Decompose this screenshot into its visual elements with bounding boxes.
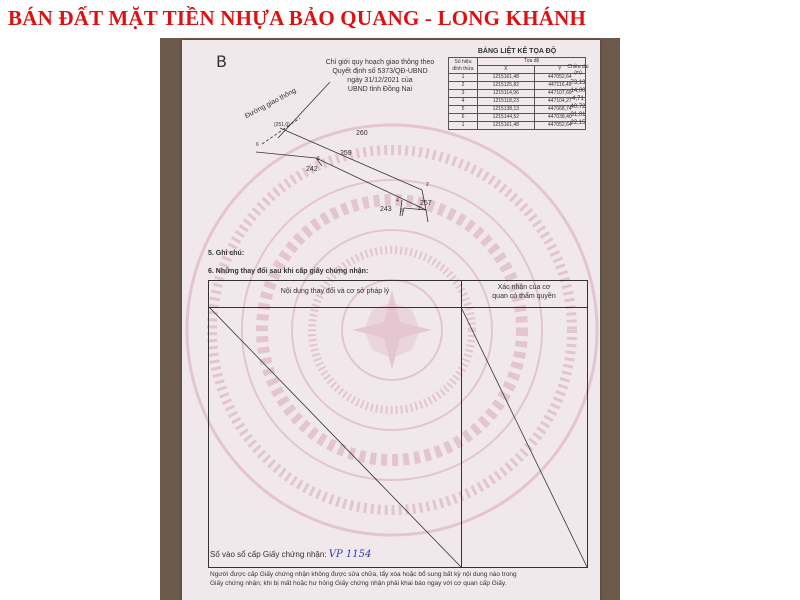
distance-value: 22,15 xyxy=(570,120,586,126)
y-cell: 447107,66 xyxy=(534,90,585,98)
point-cell: 6 xyxy=(449,114,478,122)
point-cell: 5 xyxy=(449,106,478,114)
parcel-label: 259 xyxy=(340,150,352,157)
y-cell: 447038,40 xyxy=(534,114,585,122)
changes-table xyxy=(208,280,588,568)
y-cell: 447068,74 xyxy=(534,106,585,114)
y-cell: 447116,49 xyxy=(534,82,585,90)
table-row xyxy=(449,106,586,114)
coord-header-coord: Tọa độ xyxy=(478,58,586,66)
distance-value: 14,00 xyxy=(570,88,586,94)
cross-out-lines xyxy=(209,307,587,567)
changes-col-confirm-line: Xác nhận của cơ xyxy=(497,284,551,291)
x-cell: 1215138,13 xyxy=(478,106,535,114)
plan-note-line: ngày 31/12/2021 của xyxy=(347,77,413,84)
certificate-page xyxy=(182,40,600,600)
point-cell: 4 xyxy=(449,98,478,106)
parcel-edge xyxy=(426,210,428,222)
x-cell: 1215114,96 xyxy=(478,90,535,98)
parcel-label: 242 xyxy=(306,166,318,173)
x-cell: 1215125,82 xyxy=(478,82,535,90)
table-row xyxy=(449,122,586,130)
y-cell: 447052,64 xyxy=(534,74,585,82)
road-label: Đường giao thông xyxy=(244,87,298,121)
vertex-label: 4 xyxy=(396,198,399,204)
distance-value: 73,13 xyxy=(570,80,586,86)
registry-label: Số vào sổ cấp Giấy chứng nhận: xyxy=(210,550,327,559)
parcel-edge xyxy=(280,128,422,190)
x-cell: 1215161,48 xyxy=(478,122,535,130)
parcel-label: 243 xyxy=(380,206,392,213)
registry-value: VP 1154 xyxy=(328,549,372,560)
banner xyxy=(0,0,800,40)
coord-header-y: Y xyxy=(534,66,585,74)
coord-table-title: BẢNG LIỆT KÊ TỌA ĐỘ xyxy=(477,48,557,55)
y-cell: 447052,64 xyxy=(534,122,585,130)
changes-heading: 6. Những thay đổi sau khi cấp giấy chứng nhận: xyxy=(208,268,369,275)
x-cell: 1215144,52 xyxy=(478,114,535,122)
footnote xyxy=(210,570,590,588)
y-cell: 447104,27 xyxy=(534,98,585,106)
registry-line xyxy=(210,549,371,560)
plan-note-line: UBND tỉnh Đồng Nai xyxy=(347,86,413,93)
vertex-label: 6 xyxy=(256,142,259,148)
distance-value: 4,71 xyxy=(572,96,584,102)
road-code: (251,0) xyxy=(274,122,290,128)
table-row xyxy=(449,90,586,98)
distance-value: 40,72 xyxy=(570,104,586,110)
parcel-label: 257 xyxy=(420,200,432,207)
vertex-label: 3 xyxy=(400,208,403,214)
plan-note-line: Quyết định số 5373/QĐ-UBND xyxy=(332,68,428,75)
notes-heading: 5. Ghi chú: xyxy=(208,250,245,257)
point-cell: 2 xyxy=(449,82,478,90)
x-cell: 1215118,23 xyxy=(478,98,535,106)
changes-col-confirm-line: quan có thẩm quyền xyxy=(492,293,556,300)
parcel-edge xyxy=(316,158,426,210)
table-row xyxy=(449,114,586,122)
vertex-label: 5 xyxy=(317,156,320,162)
x-cell: 1215161,48 xyxy=(478,74,535,82)
footnote-line: Người được cấp Giấy chứng nhận không được sửa chữa, tẩy xóa hoặc bổ sung bất kỳ nội dung nào trong xyxy=(210,571,517,578)
coord-header-point: Số hiệu đỉnh thửa xyxy=(449,58,478,74)
table-row xyxy=(449,98,586,106)
north-arrow-icon: B xyxy=(216,52,227,71)
vertex-label: 2 xyxy=(426,182,429,188)
table-row xyxy=(449,74,586,82)
footnote-line: Giấy chứng nhận; khi bị mất hoặc hư hỏng Giấy chứng nhận phải khai báo ngay với cơ quan cấp Giấy. xyxy=(210,580,507,587)
vertex-label: 1 xyxy=(418,206,421,212)
parcel-edge xyxy=(256,152,316,158)
distance-header: Chiều dài (m) xyxy=(567,64,589,76)
changes-col-content: Nội dung thay đổi và cơ sở pháp lý xyxy=(280,288,390,295)
point-cell: 1 xyxy=(449,122,478,130)
distance-value: 31,01 xyxy=(570,112,586,118)
point-cell: 3 xyxy=(449,90,478,98)
banner-title: BÁN ĐẤT MẶT TIỀN NHỰA BẢO QUANG - LONG KHÁNH xyxy=(8,6,586,30)
parcel-label: 260 xyxy=(356,130,368,137)
distance-column xyxy=(566,64,590,127)
coord-header-x: X xyxy=(478,66,535,74)
changes-col-confirm xyxy=(461,283,587,301)
plan-note-line: Chỉ giới quy hoạch giao thông theo xyxy=(325,59,435,66)
table-row xyxy=(449,82,586,90)
point-cell: 1 xyxy=(449,74,478,82)
